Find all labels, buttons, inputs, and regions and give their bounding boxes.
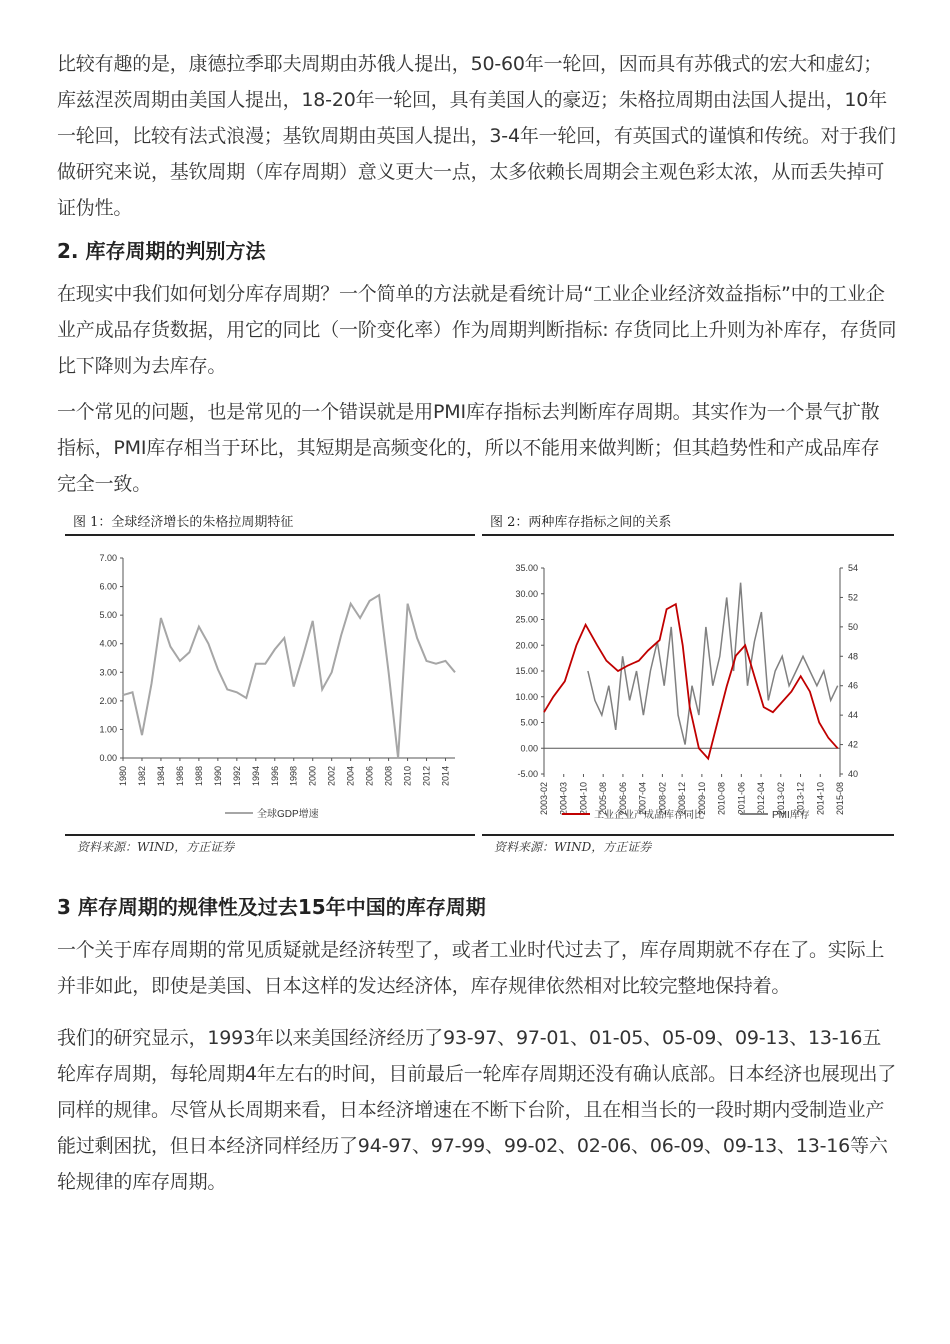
- y-tick-label-right: 42: [848, 739, 859, 750]
- y-tick-label: 3.00: [99, 667, 117, 678]
- x-tick-label: 1992: [231, 766, 242, 787]
- x-tick-label: 2006-06: [617, 782, 628, 816]
- x-tick-label: 1984: [155, 766, 166, 787]
- x-tick-label: 2013-12: [795, 782, 806, 816]
- y-tick-label: 1.00: [99, 724, 117, 735]
- paragraph-method: 在现实中我们如何划分库存周期？一个简单的方法就是看统计局“工业企业经济效益指标”中的工业企业产成品存货数据，用它的同比（一阶变化率）作为周期判断指标: 存货同比上升则为补库存，存货同比下降则为去库存。: [57, 283, 897, 377]
- series-line-pmi-inventory: [588, 583, 838, 745]
- x-tick-label: 1990: [212, 766, 223, 787]
- y-tick-label-left: 0.00: [520, 743, 538, 754]
- x-tick-label: 2009-10: [696, 782, 707, 816]
- y-tick-label: 5.00: [99, 610, 117, 621]
- y-tick-label-right: 46: [848, 680, 859, 691]
- x-tick-label: 2004: [345, 766, 356, 787]
- figure-1-source: 资料来源：WIND，方正证券: [65, 834, 475, 858]
- y-tick-label-left: 30.00: [515, 588, 538, 599]
- x-tick-label: 2014: [440, 766, 451, 787]
- x-tick-label: 2008-02: [657, 782, 668, 816]
- paragraph-us-japan-cycles: 我们的研究显示，1993年以来美国经济经历了93-97、97-01、01-05、05-09、09-13、13-16五轮库存周期，每轮周期4年左右的时间，目前最后一轮库存周期还没有确认底部。日本经济也展现出了同样的规律。尽管从长周期来看，日本经济增速在不断下台阶，且在相当长的一段时期内受制造业产能过剩困扰，但日本经济同样经历了94-97、97-99、99-02、02-06、06-09、09-13、13-16等六轮规律的库存周期。: [57, 1027, 897, 1193]
- legend-label-inventory: 工业企业产成品库存同比: [594, 810, 704, 821]
- figure-2-source: 资料来源：WIND，方正证券: [482, 834, 894, 858]
- series-line-global-gdp: [123, 595, 455, 758]
- y-tick-label-right: 40: [848, 769, 859, 779]
- y-tick-label-right: 44: [848, 710, 859, 721]
- x-tick-label: 2015-08: [835, 782, 845, 816]
- x-tick-label: 2004-10: [578, 782, 589, 816]
- y-tick-label-right: 50: [848, 621, 859, 632]
- x-tick-label: 1988: [193, 766, 204, 787]
- y-tick-label-left: 20.00: [515, 640, 538, 651]
- x-tick-label: 2014-10: [815, 782, 826, 816]
- legend-label: 全球GDP增速: [257, 809, 319, 820]
- y-tick-label-right: 48: [848, 651, 859, 662]
- figure-1: [65, 512, 475, 856]
- figure-2-title: 图 2：两种库存指标之间的关系: [482, 512, 894, 536]
- x-tick-label: 1998: [288, 766, 299, 787]
- y-tick-label: 6.00: [99, 581, 117, 592]
- x-tick-label: 2013-02: [775, 782, 786, 816]
- legend-label-pmi: PMI库存: [772, 810, 810, 821]
- x-tick-label: 2010: [402, 766, 413, 787]
- x-tick-label: 1982: [136, 766, 147, 787]
- paragraph-cycles-comparison: 比较有趣的是，康德拉季耶夫周期由苏俄人提出，50-60年一轮回，因而具有苏俄式的宏大和虚幻；库兹涅茨周期由美国人提出，18-20年一轮回，具有美国人的豪迈；朱格拉周期由法国人提出，10年一轮回，比较有法式浪漫；基钦周期由英国人提出，3-4年一轮回，有英国式的谨慎和传统。对于我们做研究来说，基钦周期（库存周期）意义更大一点，太多依赖长周期会主观色彩太浓，从而丢失掉可证伪性。: [57, 53, 896, 219]
- x-tick-label: 2004-03: [558, 782, 569, 816]
- y-tick-label-right: 54: [848, 563, 859, 573]
- figure-2: [482, 512, 894, 856]
- y-tick-label: 0.00: [99, 753, 117, 763]
- figures-row: [57, 512, 897, 868]
- section-heading-2: 2. 库存周期的判别方法: [57, 239, 266, 263]
- x-tick-label: 2011-06: [736, 782, 747, 815]
- x-tick-label: 2010-08: [716, 782, 727, 816]
- y-tick-label-left: 10.00: [515, 691, 538, 702]
- x-tick-label: 2002: [326, 766, 337, 787]
- y-tick-label-right: 52: [848, 592, 859, 603]
- x-tick-label: 2000: [307, 766, 318, 787]
- y-tick-label: 2.00: [99, 695, 117, 706]
- y-tick-label: 4.00: [99, 638, 117, 649]
- series-line-industrial-inventory-yoy: [544, 604, 838, 759]
- x-tick-label: 2007-04: [637, 782, 648, 816]
- x-tick-label: 2006: [364, 766, 375, 787]
- paragraph-pmi-error: 一个常见的问题，也是常见的一个错误就是用PMI库存指标去判断库存周期。其实作为一个景气扩散指标，PMI库存相当于环比，其短期是高频变化的，所以不能用来做判断；但其趋势性和产成品库存完全一致。: [57, 401, 880, 495]
- x-tick-label: 2008: [383, 766, 394, 787]
- figure-1-chart: [65, 538, 475, 834]
- paragraph-transition-doubt: 一个关于库存周期的常见质疑就是经济转型了，或者工业时代过去了，库存周期就不存在了。实际上并非如此，即使是美国、日本这样的发达经济体，库存规律依然相对比较完整地保持着。: [57, 939, 885, 997]
- section-heading-3: 3 库存周期的规律性及过去15年中国的库存周期: [57, 895, 486, 919]
- x-tick-label: 1980: [118, 766, 128, 787]
- y-tick-label-left: 5.00: [520, 717, 538, 728]
- x-tick-label: 2005-08: [598, 782, 609, 816]
- figure-2-chart: [482, 538, 894, 834]
- x-tick-label: 2012-04: [756, 782, 767, 816]
- y-tick-label-left: 25.00: [515, 614, 538, 625]
- y-tick-label-left: -5.00: [517, 769, 538, 779]
- y-tick-label-left: 35.00: [515, 563, 538, 573]
- x-tick-label: 2003-02: [539, 782, 549, 816]
- x-tick-label: 2012: [421, 766, 432, 787]
- figure-1-title: 图 1：全球经济增长的朱格拉周期特征: [65, 512, 475, 536]
- x-tick-label: 2008-12: [677, 782, 688, 816]
- article: [57, 46, 897, 1210]
- x-tick-label: 1986: [174, 766, 185, 787]
- x-tick-label: 1996: [269, 766, 280, 787]
- y-tick-label-left: 15.00: [515, 666, 538, 676]
- y-tick-label: 7.00: [99, 553, 117, 563]
- x-tick-label: 1994: [250, 766, 261, 787]
